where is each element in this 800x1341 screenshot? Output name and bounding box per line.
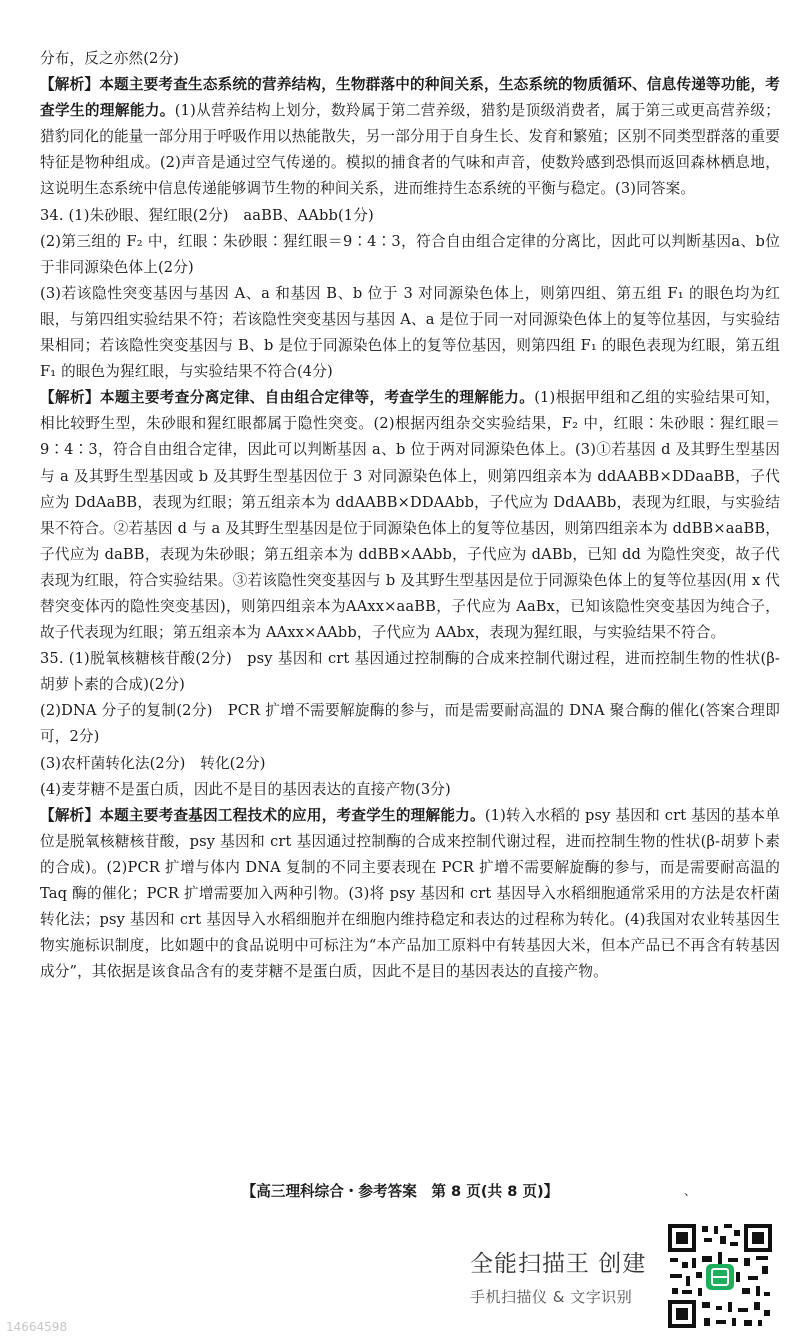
analysis-tag: 【解析】 [40, 806, 100, 824]
analysis-body: (1)转入水稻的 psy 基因和 crt 基因的基本单位是脱氧核糖核苷酸，psy 基因和 crt 基因通过控制酶的合成来控制代谢过程，进而控制生物的性状(β-胡萝卜素的合成)。(2)PCR 扩增与体内 DNA 复制的不同主要表现在 PCR 扩增不需要解旋酶的参与，而是需要耐高温的 Taq 酶的催化；PCR 扩增需要加入两种引物。(3)将 psy 基因和 crt 基因导入水稻细胞通常采用的方法是农杆菌转化法；psy 基因和 crt 基因导入水稻细胞并在细胞内维持稳定和表达的过程称为转化。(4)我国对农业转基因生物实施标识制度，比如题中的食品说明中可标注为“本产品加工原料中有转基因大米，但本产品已不再含有转基因成分”，其依据是该食品含有的麦芽糖不是蛋白质，因此不是目的基因表达的直接产物。 [40, 806, 780, 981]
analysis-34 [40, 385, 780, 646]
answer-34-1: 34. (1)朱砂眼、猩红眼(2分) aaBB、AAbb(1分) [40, 206, 374, 224]
analysis-summary: 本题主要考查分离定律、自由组合定律等，考查学生的理解能力。 [99, 389, 535, 407]
footer-mark: 、 [684, 1184, 697, 1198]
qr-code-icon [666, 1222, 774, 1330]
analysis-tag: 【解析】 [40, 389, 100, 407]
answer-35-1: 35. (1)脱氧核糖核苷酸(2分) psy 基因和 crt 基因通过控制酶的合成来控制代谢过程，进而控制生物的性状(β-胡萝卜素的合成)(2分) [40, 650, 780, 694]
page-footer: 【高三理科综合・参考答案 第 8 页(共 8 页)】 [241, 1183, 559, 1200]
analysis-35 [40, 803, 780, 986]
answer-35-3: (3)农杆菌转化法(2分) 转化(2分) [40, 754, 266, 772]
answer-34-3: (3)若该隐性突变基因与基因 A、a 和基因 B、b 位于 3 对同源染色体上，则第四组、第五组 F₁ 的眼色均为红眼，与第四组实验结果不符；若该隐性突变基因与基因 A、a 是位于同一对同源染色体上的复等位基因，与实验结果相同；若该隐性突变基因与 B、b 是位于同源染色体上的复等位基因，则第四组 F₁ 的眼色表现为红眼，第五组 F₁ 的眼色为猩红眼，与实验结果不符合(4分) [40, 284, 780, 381]
scanner-watermark-tagline: 手机扫描仪 & 文字识别 [470, 1288, 633, 1306]
answer-34-2: (2)第三组的 F₂ 中，红眼∶朱砂眼∶猩红眼＝9∶4∶3，符合自由组合定律的分离比，因此可以判断基因a、b位于非同源染色体上(2分) [40, 232, 780, 276]
scanner-watermark-brand: 全能扫描王 创建 [470, 1251, 647, 1277]
answer-content [40, 46, 780, 985]
analysis-summary: 本题主要考查基因工程技术的应用，考查学生的理解能力。 [99, 806, 485, 824]
analysis-body: (1)从营养结构上划分，数羚属于第二营养级，猎豹是顶级消费者，属于第三或更高营养级；猎豹同化的能量一部分用于呼吸作用以热能散失，另一部分用于自身生长、发育和繁殖；区别不同类型群落的重要特征是物种组成。(2)声音是通过空气传递的。模拟的捕食者的气味和声音，使数羚感到恐惧而返回森林栖息地，这说明生态系统中信息传递能够调节生物的种间关系，进而维持生态系统的平衡与稳定。(3)同答案。 [40, 102, 780, 198]
answer-35-4: (4)麦芽糖不是蛋白质，因此不是目的基因表达的直接产物(3分) [40, 780, 451, 798]
answer-35-2: (2)DNA 分子的复制(2分) PCR 扩增不需要解旋酶的参与，而是需要耐高温的 DNA 聚合酶的催化(答案合理即可，2分) [40, 702, 780, 746]
analysis-summary: 本题主要考查生态系统的营养结构，生物群落中的种间关系，生态系统的物质循环、信息传递等功能，考查学生的理解能力。 [40, 76, 781, 120]
answer-33-tail: 分布，反之亦然(2分) [40, 50, 180, 67]
analysis-body: (1)根据甲组和乙组的实验结果可知，相比较野生型，朱砂眼和猩红眼都属于隐性突变。(2)根据丙组杂交实验结果，F₂ 中，红眼∶朱砂眼∶猩红眼＝9∶4∶3，符合自由组合定律，因此可以判断基因 a、b 位于两对同源染色体上。(3)①若基因 d 及其野生型基因与 a 及其野生型基因或 b 及其野生型基因位于 3 对同源染色体上，则第四组亲本为 ddAABB×DDaaBB，子代应为 DdAaBB，表现为红眼；第五组亲本为 ddAABB×DDAAbb，子代应为 DdAABb，表现为红眼，与实验结果不符合。②若基因 d 与 a 及其野生型基因是位于同源染色体上的复等位基因，则第四组亲本为 ddBB×aaBB，子代应为 daBB，表现为朱砂眼；第五组亲本为 ddBB×AAbb，子代应为 dABb，已知 dd 为隐性突变，故子代表现为红眼，符合实验结果。③若该隐性突变基因与 b 及其野生型基因是位于同源染色体上的复等位基因(用 x 代替突变体丙的隐性突变基因)，则第四组亲本为AAxx×aaBB，子代应为 AaBx，已知该隐性突变基因为纯合子，故子代表现为红眼；第五组亲本为 AAxx×AAbb，子代应为 AAbx，表现为猩红眼，与实验结果不符合。 [40, 389, 780, 642]
analysis-tag: 【解析】 [40, 76, 100, 94]
analysis-33 [40, 72, 780, 202]
scan-id: 14664598 [6, 1320, 68, 1334]
